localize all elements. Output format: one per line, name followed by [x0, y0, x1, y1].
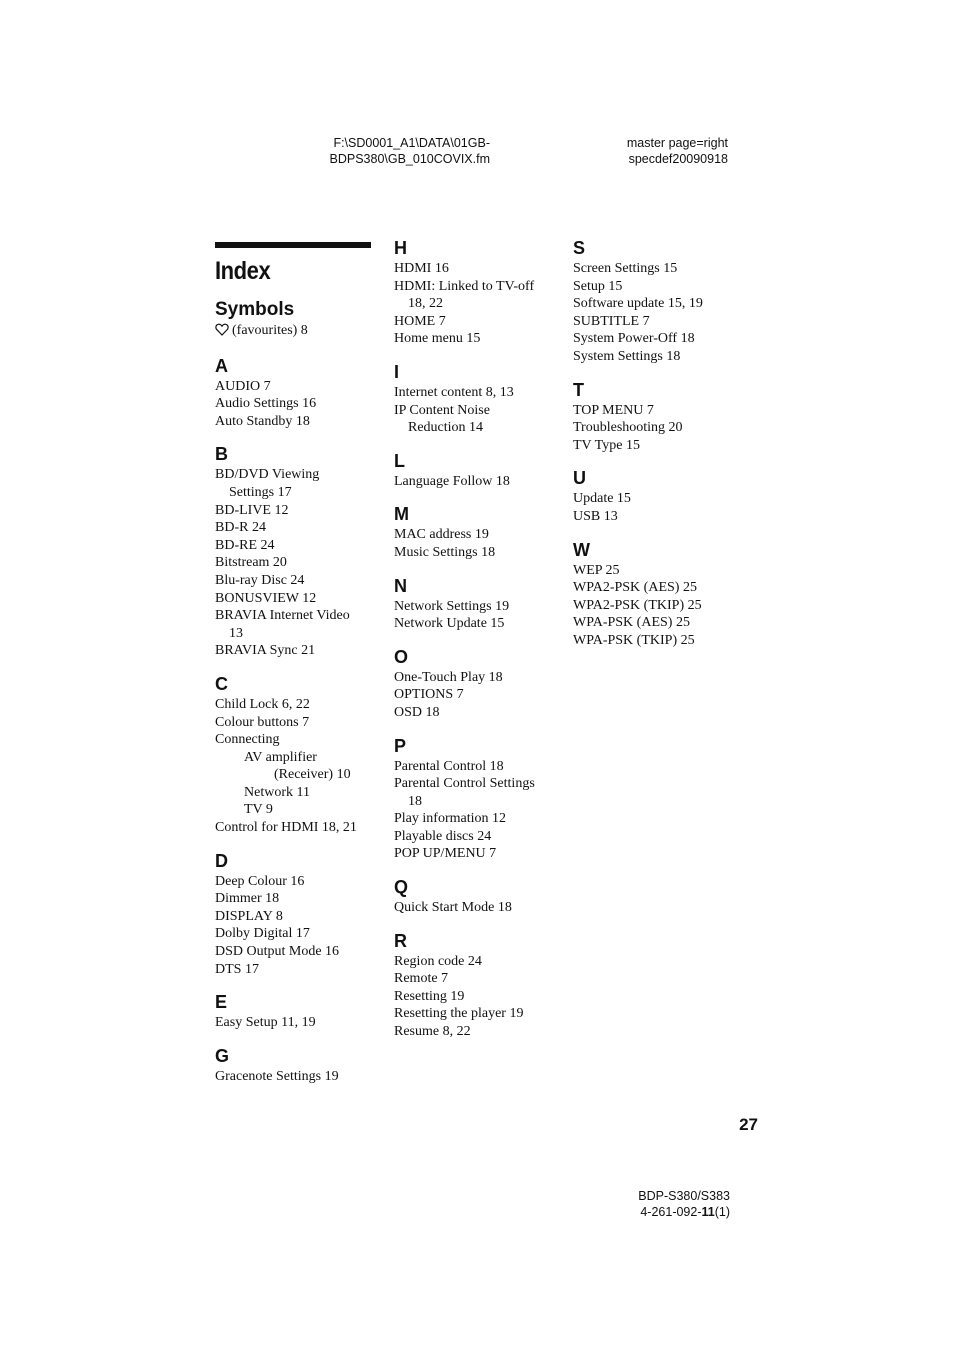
entry-text: HDMI 16 [394, 261, 449, 276]
entry-text: BONUSVIEW 12 [215, 590, 317, 606]
index-entry [573, 490, 741, 508]
entry-text: Resetting the player 19 [394, 1006, 524, 1022]
document-code-revision: 11 [701, 1205, 715, 1219]
index-section [394, 647, 562, 722]
entry-text: Play information 12 [394, 811, 506, 827]
entry-text: Playable discs 24 [394, 828, 492, 844]
index-entry [215, 1014, 373, 1032]
entry-text: Bitstream 20 [215, 555, 287, 571]
section-letter: S [573, 238, 586, 258]
entry-text: AUDIO 7 [215, 378, 271, 394]
master-page-line-1: master page=right [626, 136, 728, 150]
entry-text: BD-R 24 [215, 520, 266, 536]
index-entry [215, 714, 373, 732]
entry-text: System Power-Off 18 [573, 331, 695, 347]
index-entry [573, 508, 741, 526]
entry-text: Network 11 [244, 784, 310, 800]
section-letter: O [394, 646, 409, 667]
index-entry [394, 828, 562, 846]
document-code-suffix: (1) [714, 1205, 730, 1219]
file-path-line-2: BDPS380\GB_010COVIX.fm [329, 152, 490, 166]
index-entry [215, 572, 373, 590]
entry-text: TOP MENU 7 [573, 402, 654, 418]
index-entry [394, 526, 562, 544]
page-title: Index [215, 257, 271, 285]
index-section [215, 444, 373, 660]
index-entry [215, 322, 373, 342]
index-entry [215, 607, 373, 642]
index-entry [215, 502, 373, 520]
entry-text: WPA2-PSK (AES) 25 [573, 580, 697, 596]
index-entry [573, 278, 741, 296]
section-letter: W [573, 539, 590, 560]
entry-text: WEP 25 [573, 562, 620, 578]
entry-text: Dimmer 18 [215, 891, 280, 907]
index-entry [215, 819, 373, 837]
section-letter: T [573, 379, 584, 400]
entry-text: Internet content 8, 13 [394, 384, 514, 400]
index-entry [394, 1005, 562, 1023]
section-letter: C [215, 673, 228, 694]
entry-text: DTS 17 [215, 961, 259, 977]
section-letter: D [215, 850, 228, 871]
index-entry [215, 784, 373, 802]
index-entry [394, 970, 562, 988]
index-entry [573, 562, 741, 580]
model-number: BDP-S380/S383 [638, 1189, 730, 1203]
index-entry [215, 554, 373, 572]
section-letter: N [394, 575, 407, 596]
index-entry [394, 758, 562, 776]
index-entry [394, 988, 562, 1006]
section-letter: R [394, 930, 407, 951]
entry-text: Screen Settings 15 [573, 261, 678, 276]
entry-text: TV 9 [244, 802, 273, 818]
index-entry [394, 775, 562, 810]
entry-text: DSD Output Mode 16 [215, 944, 340, 960]
entry-text: Remote 7 [394, 971, 449, 987]
index-entry [394, 278, 562, 313]
index-entry [573, 348, 741, 366]
entry-text: USB 13 [573, 508, 618, 524]
entry-text: Network Update 15 [394, 616, 505, 632]
entry-text: WPA-PSK (TKIP) 25 [573, 632, 695, 648]
entry-text: Child Lock 6, 22 [215, 696, 310, 712]
entry-text: WPA2-PSK (TKIP) 25 [573, 597, 702, 613]
index-entry [215, 890, 373, 908]
entry-text: Quick Start Mode 18 [394, 900, 512, 916]
index-entry [215, 378, 373, 396]
entry-text: Software update 15, 19 [573, 296, 703, 312]
entry-text: Update 15 [573, 491, 631, 507]
entry-text: OPTIONS 7 [394, 687, 464, 703]
entry-text: Music Settings 18 [394, 544, 496, 560]
index-entry [573, 632, 741, 650]
entry-text: BRAVIA Internet Video [215, 608, 350, 624]
index-section [215, 1046, 373, 1086]
index-entry [215, 590, 373, 608]
entry-text: OSD 18 [394, 704, 440, 720]
entry-text: WPA-PSK (AES) 25 [573, 615, 690, 631]
index-section [573, 238, 741, 366]
index-entry [573, 597, 741, 615]
entry-text: Troubleshooting 20 [573, 420, 683, 436]
entry-text: Gracenote Settings 19 [215, 1068, 339, 1084]
index-entry [394, 615, 562, 633]
entry-text: AV amplifier [244, 749, 317, 765]
index-entry [394, 669, 562, 687]
entry-text: BRAVIA Sync 21 [215, 643, 316, 659]
entry-text: Resetting 19 [394, 988, 465, 1004]
file-path-line-1: F:\SD0001_A1\DATA\01GB- [333, 136, 490, 150]
index-column-3 [573, 238, 741, 664]
index-entry [573, 579, 741, 597]
index-section [394, 877, 562, 917]
index-entry [215, 873, 373, 891]
section-letter: A [215, 355, 228, 376]
index-section [394, 576, 562, 633]
index-entry [573, 295, 741, 313]
file-path-header [300, 135, 490, 167]
index-entry [394, 473, 562, 491]
index-entry [573, 313, 741, 331]
title-rule [215, 242, 371, 248]
section-letter: L [394, 450, 405, 471]
index-entry [573, 419, 741, 437]
entry-text: BD-RE 24 [215, 537, 275, 553]
index-column-2 [394, 238, 562, 1055]
entry-text: Language Follow 18 [394, 473, 510, 489]
index-entry [394, 845, 562, 863]
index-entry [394, 598, 562, 616]
index-entry [394, 1023, 562, 1041]
entry-text: HDMI: Linked to TV-off [394, 278, 535, 294]
entry-text: Blu-ray Disc 24 [215, 572, 305, 588]
section-letter: M [394, 504, 409, 525]
entry-text: Home menu 15 [394, 331, 481, 347]
index-section [394, 736, 562, 864]
index-entry [573, 260, 741, 278]
entry-text: IP Content Noise [394, 402, 490, 418]
entry-text: Network Settings 19 [394, 598, 510, 614]
heart-icon [215, 323, 229, 342]
entry-text: Auto Standby 18 [215, 413, 310, 429]
entry-text: Parental Control 18 [394, 758, 504, 774]
index-entry [394, 384, 562, 402]
index-entry [573, 614, 741, 632]
entry-text: Parental Control Settings [394, 776, 535, 792]
index-section [394, 362, 562, 437]
index-entry [215, 749, 373, 784]
entry-continuation: 18 [408, 793, 422, 809]
index-entry [215, 519, 373, 537]
index-section [573, 380, 741, 455]
master-page-header [560, 135, 728, 167]
index-entry [394, 899, 562, 917]
entry-text: SUBTITLE 7 [573, 313, 650, 329]
section-letter: I [394, 361, 400, 382]
section-letter: U [573, 468, 586, 489]
index-column-1 [215, 242, 373, 1099]
entry-text: Audio Settings 16 [215, 396, 317, 412]
index-section [215, 674, 373, 837]
entry-continuation: 18, 22 [408, 296, 443, 312]
index-entry [215, 1068, 373, 1086]
index-section [215, 992, 373, 1032]
entry-text: Easy Setup 11, 19 [215, 1015, 316, 1031]
index-entry [215, 642, 373, 660]
document-code-prefix: 4-261-092- [640, 1205, 702, 1219]
index-section [573, 540, 741, 650]
index-entry [394, 953, 562, 971]
section-letter: H [394, 238, 407, 258]
index-section [394, 504, 562, 561]
entry-text: DISPLAY 8 [215, 908, 283, 924]
entry-text: One-Touch Play 18 [394, 669, 503, 685]
entry-text: Connecting [215, 732, 280, 748]
section-letter: E [215, 992, 228, 1013]
entry-text: Resume 8, 22 [394, 1024, 471, 1040]
entry-text: Setup 15 [573, 278, 623, 294]
section-letter: P [394, 735, 407, 756]
index-entry [394, 704, 562, 722]
document-code [560, 1204, 730, 1220]
entry-text: System Settings 18 [573, 348, 681, 364]
index-entry [573, 437, 741, 455]
index-entry [215, 943, 373, 961]
entry-text: MAC address 19 [394, 527, 489, 543]
index-entry [215, 961, 373, 979]
entry-continuation: Settings 17 [229, 484, 292, 500]
entry-text: Region code 24 [394, 953, 482, 969]
index-entry [215, 801, 373, 819]
section-letter: G [215, 1045, 230, 1066]
entry-text: TV Type 15 [573, 437, 640, 453]
index-entry [215, 925, 373, 943]
index-entry [394, 313, 562, 331]
index-entry [394, 260, 562, 278]
index-entry [394, 544, 562, 562]
index-entry [215, 908, 373, 926]
entry-text: Control for HDMI 18, 21 [215, 820, 357, 836]
entry-text: (favourites) 8 [232, 323, 308, 338]
index-entry [215, 537, 373, 555]
index-entry [215, 731, 373, 749]
index-entry [394, 330, 562, 348]
index-entry [215, 696, 373, 714]
index-entry [573, 402, 741, 420]
entry-continuation: (Receiver) 10 [274, 767, 351, 783]
entry-continuation: 13 [229, 625, 243, 641]
index-entry [394, 810, 562, 828]
index-section [394, 931, 562, 1041]
index-entry [394, 686, 562, 704]
index-entry [215, 413, 373, 431]
master-page-line-2: specdef20090918 [628, 152, 728, 166]
index-section [215, 300, 373, 342]
index-entry [215, 395, 373, 413]
entry-text: Dolby Digital 17 [215, 926, 310, 942]
footer [560, 1188, 730, 1220]
index-entry [215, 466, 373, 501]
section-letter: Q [394, 877, 409, 898]
index-section [394, 238, 562, 348]
entry-text: Deep Colour 16 [215, 873, 305, 889]
index-section [573, 468, 741, 525]
entry-text: Colour buttons 7 [215, 714, 310, 730]
index-entry [573, 330, 741, 348]
entry-text: BD-LIVE 12 [215, 502, 289, 518]
index-entry [394, 402, 562, 437]
index-section [215, 851, 373, 979]
index-section [215, 356, 373, 431]
entry-text: HOME 7 [394, 313, 446, 329]
page-number: 27 [739, 1115, 758, 1134]
entry-text: BD/DVD Viewing [215, 467, 320, 483]
section-letter: Symbols [215, 299, 295, 320]
entry-text: POP UP/MENU 7 [394, 846, 497, 862]
index-section [394, 451, 562, 491]
entry-continuation: Reduction 14 [408, 420, 484, 436]
section-letter: B [215, 444, 228, 465]
